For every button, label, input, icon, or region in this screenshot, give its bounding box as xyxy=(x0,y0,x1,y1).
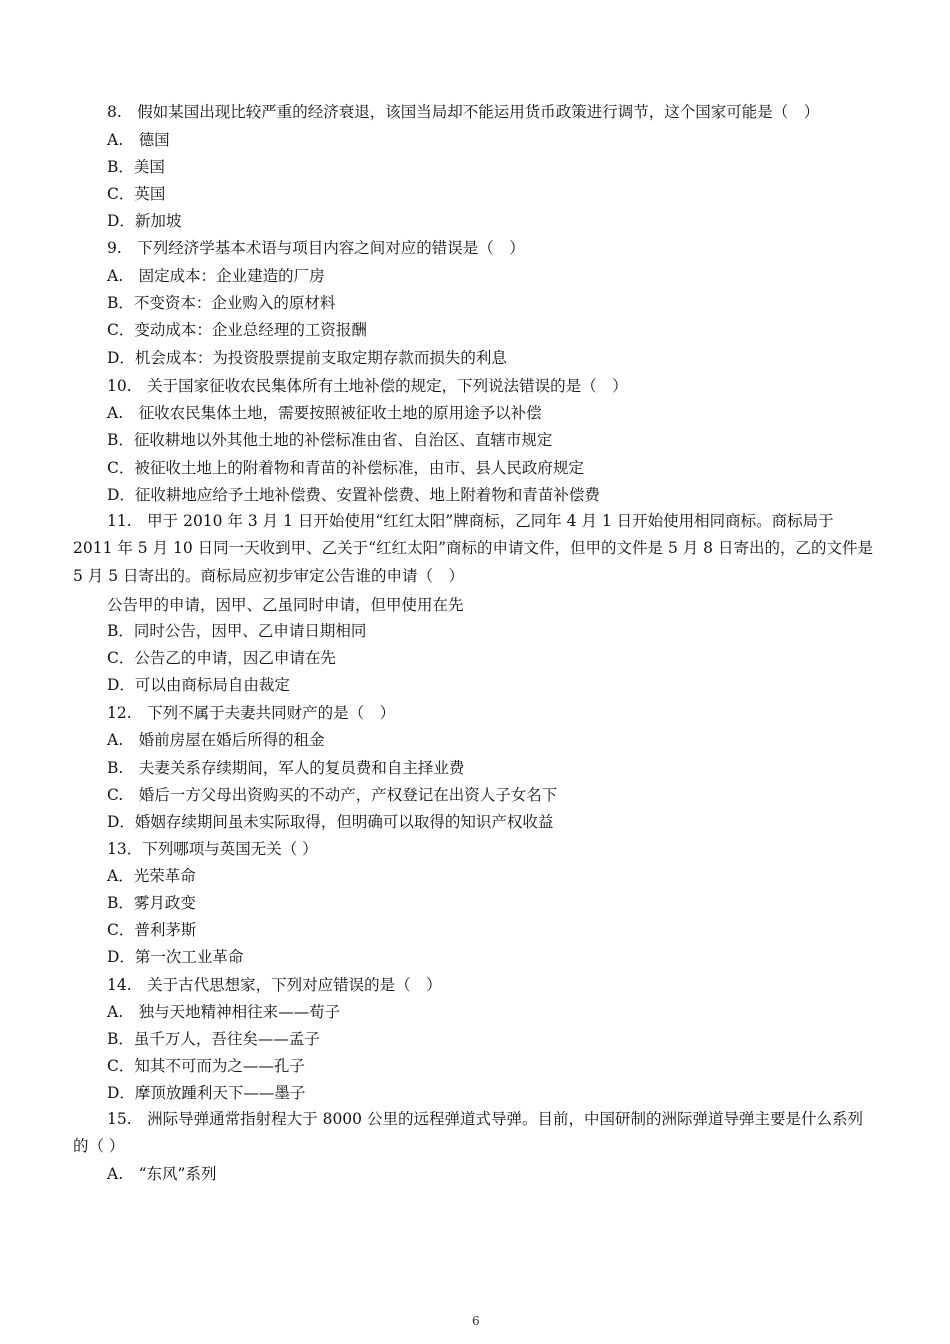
question-8-stem: 8. 假如某国出现比较严重的经济衰退，该国当局却不能运用货币政策进行调节，这个国家可能是（ ） xyxy=(107,103,820,121)
question-10-option-c: C．被征收土地上的附着物和青苗的补偿标准，由市、县人民政府规定 xyxy=(107,459,584,477)
question-11-option-d: D．可以由商标局自由裁定 xyxy=(107,676,290,694)
question-11-option-b: B．同时公告，因甲、乙申请日期相同 xyxy=(107,622,367,640)
question-14-option-b: B．虽千万人，吾往矣——孟子 xyxy=(107,1030,320,1048)
question-15-stem: 15. 洲际导弹通常指射程大于 8000 公里的远程弹道式导弹。目前，中国研制的洲际弹道导弹主要是什么系列的（ ） xyxy=(73,1110,863,1156)
question-13-stem: 13．下列哪项与英国无关（ ） xyxy=(107,840,318,858)
question-9-option-c: C．变动成本：企业总经理的工资报酬 xyxy=(107,321,367,339)
question-15-option-a: A. “东风”系列 xyxy=(107,1165,217,1183)
question-9-option-a: A. 固定成本：企业建造的厂房 xyxy=(107,267,325,285)
question-9-option-d: D．机会成本：为投资股票提前支取定期存款而损失的利息 xyxy=(107,349,507,367)
question-8-option-b: B．美国 xyxy=(107,158,165,176)
question-10-option-b: B．征收耕地以外其他土地的补偿标准由省、自治区、直辖市规定 xyxy=(107,431,553,449)
question-14-option-c: C．知其不可而为之——孔子 xyxy=(107,1057,305,1075)
question-9-stem: 9. 下列经济学基本术语与项目内容之间对应的错误是（ ） xyxy=(107,239,525,257)
question-10-option-d: D．征收耕地应给予土地补偿费、安置补偿费、地上附着物和青苗补偿费 xyxy=(107,486,600,504)
question-13-option-c: C．普利茅斯 xyxy=(107,921,197,939)
page-number: 6 xyxy=(472,1314,480,1328)
question-12-option-b: B. 夫妻关系存续期间，军人的复员费和自主择业费 xyxy=(107,759,465,777)
question-8-option-d: D．新加坡 xyxy=(107,212,182,230)
question-12-option-a: A. 婚前房屋在婚后所得的租金 xyxy=(107,731,325,749)
question-13-option-a: A．光荣革命 xyxy=(107,867,196,885)
question-10-option-a: A. 征收农民集体土地，需要按照被征收土地的原用途予以补偿 xyxy=(107,404,542,422)
question-12-option-c: C. 婚后一方父母出资购买的不动产，产权登记在出资人子女名下 xyxy=(107,786,558,804)
question-11-option-c: C．公告乙的申请，因乙申请在先 xyxy=(107,649,336,667)
question-14-option-d: D．摩顶放踵利天下——墨子 xyxy=(107,1084,306,1102)
question-13-option-b: B．雾月政变 xyxy=(107,894,196,912)
question-12-stem: 12. 下列不属于夫妻共同财产的是（ ） xyxy=(107,704,396,722)
question-12-option-d: D．婚姻存续期间虽未实际取得，但明确可以取得的知识产权收益 xyxy=(107,813,554,831)
question-11-stem: 11. 甲于 2010 年 3 月 1 日开始使用“红红太阳”牌商标，乙同年 4 月 1 日开始使用相同商标。商标局于 2011 年 5 月 10 日同一天收到甲、乙关于“红红太阳”商标的申请文件，但甲的文件是 5 月 8 日寄出的，乙的文件是 5 月 5 日寄出的。商标局应初步审定公告谁的申请（ ） xyxy=(73,512,873,585)
question-13-option-d: D．第一次工业革命 xyxy=(107,948,244,966)
question-14-stem: 14. 关于古代思想家，下列对应错误的是（ ） xyxy=(107,976,442,994)
question-8-option-c: C．英国 xyxy=(107,185,166,203)
question-11-option-a: 公告甲的申请，因甲、乙虽同时申请，但甲使用在先 xyxy=(107,596,464,614)
question-10-stem: 10. 关于国家征收农民集体所有土地补偿的规定，下列说法错误的是（ ） xyxy=(107,377,628,395)
question-8-option-a: A. 德国 xyxy=(107,131,170,149)
question-14-option-a: A. 独与天地精神相往来——荀子 xyxy=(107,1003,341,1021)
question-9-option-b: B．不变资本：企业购入的原材料 xyxy=(107,294,336,312)
